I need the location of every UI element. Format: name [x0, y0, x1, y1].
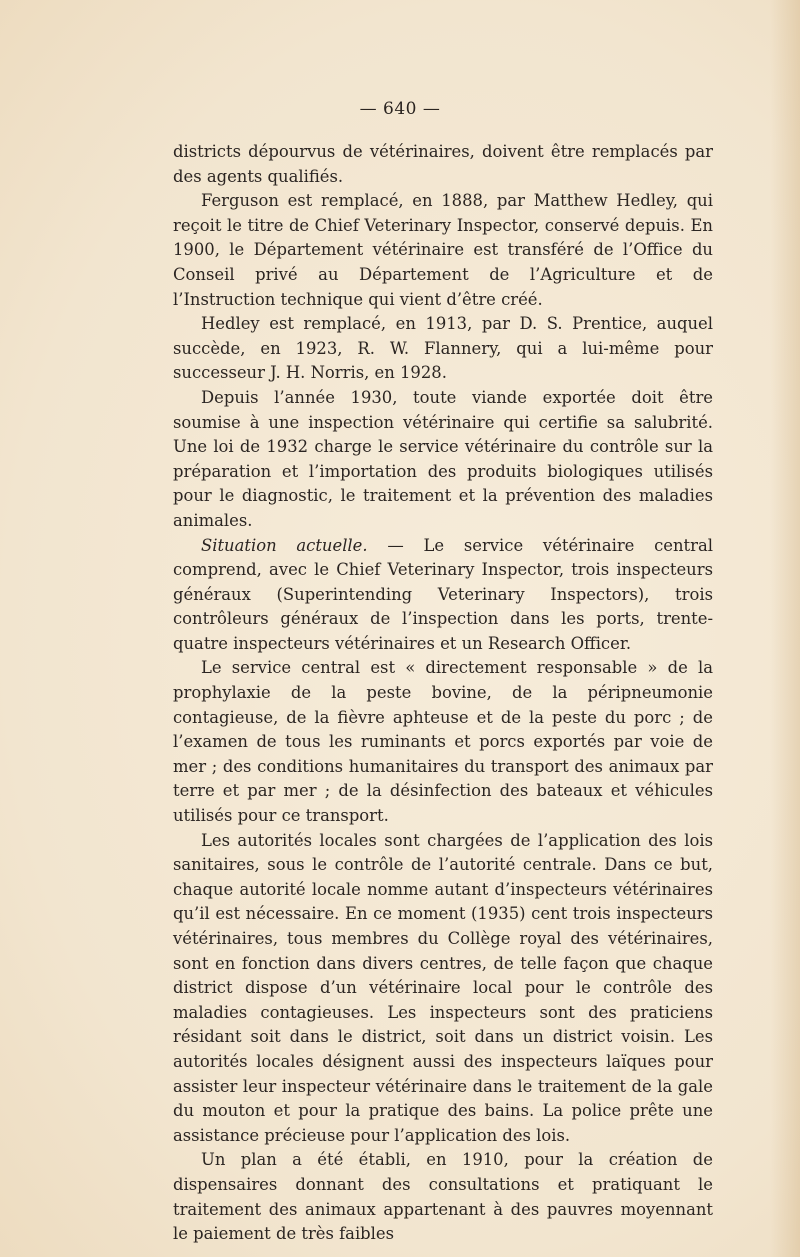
- paragraph-5-text: — Le service vétérinaire central comprend, avec le Chief Veterinary Inspector, trois inspecteurs généraux (Superintending Veterinary Inspectors), trois contrôleurs généraux de l’inspection dans les ports, trente-quatre inspecteurs vétérinaires et un Research Officer.: [173, 535, 713, 653]
- paragraph-8: Un plan a été établi, en 1910, pour la création de dispensaires donnant des consultations et pratiquant le traitement des animaux appartenant à des pauvres moyennant le paiement de très faibles: [173, 1150, 713, 1244]
- paragraph-4: Depuis l’année 1930, toute viande exportée doit être soumise à une inspection vétérinaire qui certifie sa salubrité. Une loi de 1932 charge le service vétérinaire du contrôle sur la préparation et l’importation des produits biologiques utilisés pour le diagnostic, le traitement et la prévention des maladies animales.: [173, 387, 713, 530]
- section-heading: Situation actuelle.: [201, 535, 368, 555]
- paragraph-2: Ferguson est remplacé, en 1888, par Matthew Hedley, qui reçoit le titre de Chief Veterinary Inspector, conservé depuis. En 1900, le Département vétérinaire est transféré de l’Office du Conseil privé au Département de l’Agriculture et de l’Instruction technique qui vient d’être créé.: [173, 191, 713, 309]
- page-number: — 640 —: [359, 99, 441, 119]
- paragraph-3: Hedley est remplacé, en 1913, par D. S. Prentice, auquel succède, en 1923, R. W. Flannery, qui a lui-même pour successeur J. H. Norris, en 1928.: [173, 314, 713, 383]
- paragraph-7: Les autorités locales sont chargées de l’application des lois sanitaires, sous le contrôle de l’autorité centrale. Dans ce but, chaque autorité locale nomme autant d’inspecteurs vétérinaires qu’il est nécessaire. En ce moment (1935) cent trois inspecteurs vétérinaires, tous membres du Collège royal des vétérinaires, sont en fonction dans divers centres, de telle façon que chaque district dispose d’un vétérinaire local pour le contrôle des maladies contagieuses. Les inspecteurs sont des praticiens résidant soit dans le district, soit dans un district voisin. Les autorités locales désignent aussi des inspecteurs laïques pour assister leur inspecteur vétérinaire dans le traitement de la gale du mouton et pour la pratique des bains. La police prête une assistance précieuse pour l’application des lois.: [173, 830, 713, 1145]
- paragraph-6: Le service central est « directement responsable » de la prophylaxie de la peste bovine, de la péripneumonie contagieuse, de la fièvre aphteuse et de la peste du porc ; de l’examen de tous les ruminants et porcs exportés par voie de mer ; des conditions humanitaires du transport des animaux par terre et par mer ; de la désinfection des bateaux et véhicules utilisés pour ce transport.: [173, 658, 713, 826]
- body-text: [173, 140, 713, 1247]
- paragraph-5: [173, 534, 713, 657]
- paragraph-1: districts dépourvus de vétérinaires, doivent être remplacés par des agents qualifiés.: [173, 142, 713, 186]
